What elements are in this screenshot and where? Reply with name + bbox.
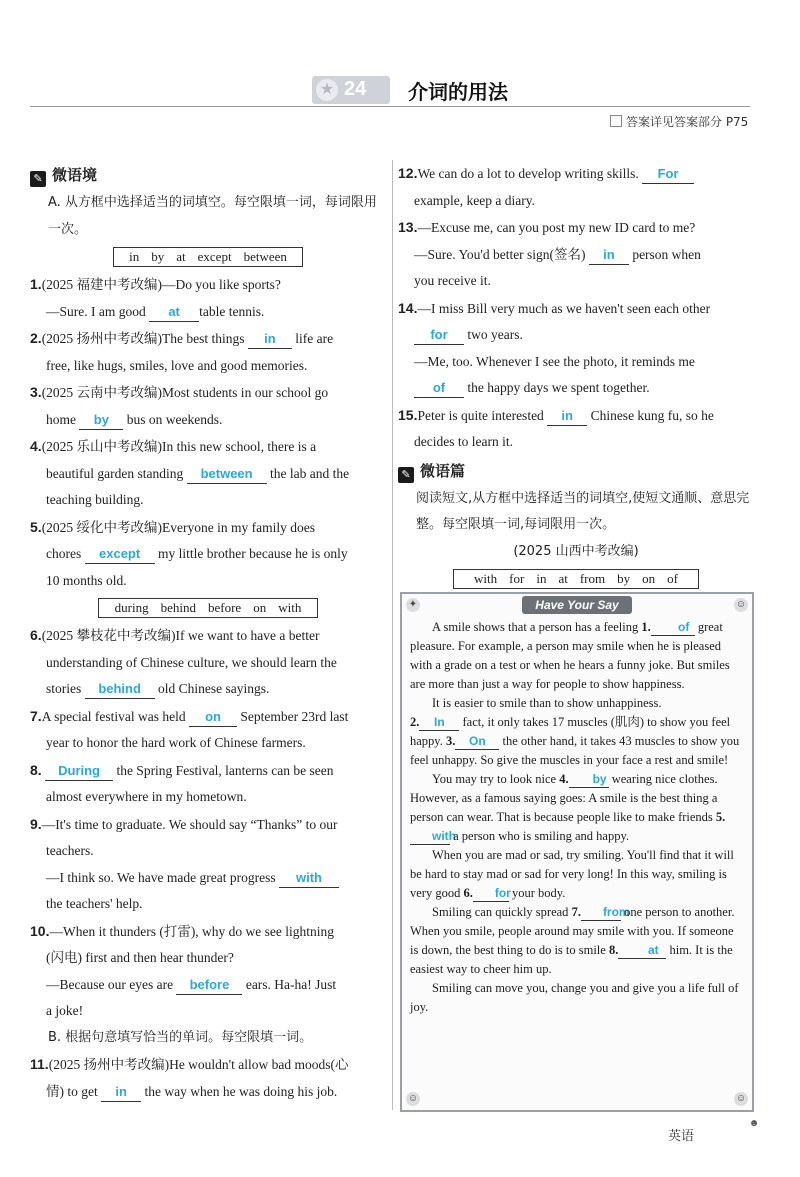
question-1: 1.(2025 福建中考改编)—Do you like sports? —Sure. I am good at table tennis.	[30, 271, 386, 325]
checkbox-icon	[610, 115, 622, 127]
answer-blank[interactable]: in	[101, 1083, 141, 1102]
right-column	[398, 160, 754, 593]
question-5: 5.(2025 绥化中考改编)Everyone in my family does chores except my little brother because he is only 10 months old.	[30, 518, 348, 588]
answer-blank[interactable]: by	[79, 411, 123, 430]
source-label: (2025 山西中考改编)	[513, 543, 639, 559]
question-3: 3.(2025 云南中考改编)Most students in our school go home by bus on weekends.	[30, 379, 386, 433]
answer-blank[interactable]: from	[581, 905, 621, 921]
question-14: 14.—I miss Bill very much as we haven't seen each other for two years. —Me, too. Whenever I see the photo, it reminds me of the happy days we spent together.	[398, 295, 754, 402]
pencil-icon: ✎	[398, 467, 414, 483]
word-box-1: in by at except between	[113, 247, 303, 267]
column-divider	[392, 160, 393, 1110]
smiley-icon: ☺	[735, 599, 747, 610]
answer-blank[interactable]: with	[279, 869, 339, 888]
reading-passage	[400, 592, 754, 1112]
smiley-icon: ☺	[735, 1093, 747, 1104]
answer-blank[interactable]: For	[642, 165, 694, 184]
word-box-2: during behind before on with	[98, 598, 318, 618]
answer-blank[interactable]: On	[455, 734, 499, 750]
star-icon: ★	[316, 79, 338, 101]
left-column	[30, 160, 386, 1105]
section-2-instruction: 阅读短文,从方框中选择适当的词填空,使短文通顺、意思完整。每空限填一词,每词限用一次。	[416, 490, 750, 532]
footer-logo-icon: ☻	[748, 1118, 760, 1129]
answer-blank[interactable]: at	[618, 943, 666, 959]
answer-blank[interactable]: behind	[85, 680, 155, 699]
question-15: 15.Peter is quite interested in Chinese kung fu, so he decides to learn it.	[398, 406, 714, 449]
question-12: 12.We can do a lot to develop writing skills. For example, keep a diary.	[398, 160, 754, 214]
answer-blank[interactable]: in	[589, 246, 629, 265]
question-10: 10.—When it thunders (打雷), why do we see lightning (闪电) first and then hear thunder? —Because our eyes are before ears. Ha-ha! Just a joke!	[30, 922, 337, 1018]
sparkle-icon: ✦	[406, 598, 420, 612]
header-rule	[30, 76, 750, 107]
question-8: 8. During the Spring Festival, lanterns can be seen almost everywhere in my hometown.	[30, 761, 334, 804]
question-2: 2.(2025 扬州中考改编)The best things in life are free, like hugs, smiles, love and good memories.	[30, 330, 334, 373]
passage-text: A smile shows that a person has a feeling 1. of great pleasure. For example, a person may smile when he is pleased with a grade on a test or when he hears a funny joke. But smiles are more than just a way for people to show happiness. It is easier to smile than to show unhappiness. 2. In fact, it only takes 17 muscles (肌肉) to show you feel happy. 3. On the other hand, it takes 43 muscles to show you feel unhappy. So give the muscles in your face a rest and smile! You may try to look nice 4. by wearing nice clothes. However, as a famous saying goes: A smile is the best thing a person can wear. That is because people like to make friends 5.with a person who is smiling and happy. When you are mad or sad, try smiling. You'll find that it will be hard to stay mad or sad for very long! In this way, smiling is very good 6. for your body. Smiling can quickly spread 7. from one person to another. When you smile, people around may smile with you. If someone is down, the best thing to do is to smile 8. at him. It is the easiest way to cheer him up. Smiling can move you, change you and give you a life full of joy.	[410, 620, 740, 1014]
answer-blank[interactable]: of	[651, 620, 695, 636]
question-7: 7.A special festival was held on September 23rd last year to honor the hard work of Chinese farmers.	[30, 707, 349, 750]
answer-blank[interactable]: at	[149, 303, 199, 322]
section-title-2: ✎ 微语篇	[398, 456, 754, 486]
footer-subject: 英语	[668, 1129, 695, 1144]
pencil-icon: ✎	[30, 171, 46, 187]
answer-reference: 答案详见答案部分 P75	[610, 113, 748, 130]
passage-banner: Have Your Say	[522, 596, 632, 614]
question-11: 11.(2025 扬州中考改编)He wouldn't allow bad moods(心 情) to get in the way when he was doing his job.	[30, 1051, 386, 1105]
answer-blank[interactable]: on	[189, 708, 237, 727]
answer-blank[interactable]: In	[419, 715, 459, 731]
answer-blank[interactable]: for	[473, 886, 509, 902]
answer-blank[interactable]: with	[410, 829, 450, 845]
question-6: 6.(2025 攀枝花中考改编)If we want to have a better understanding of Chinese culture, we should learn the stories behind old Chinese sayings.	[30, 622, 386, 703]
part-a-instruction: A. 从方框中选择适当的词填空。每空限填一词，每词限用一次。	[48, 195, 377, 237]
answer-blank[interactable]: in	[547, 407, 587, 426]
question-9: 9.—It's time to graduate. We should say “Thanks” to our teachers. —I think so. We have made great progress with the teachers' help.	[30, 815, 338, 911]
lesson-badge	[312, 76, 390, 104]
word-box-3: with for in at from by on of	[453, 569, 699, 589]
question-13: 13.—Excuse me, can you post my new ID card to me? —Sure. You'd better sign(签名) in person when you receive it.	[398, 219, 701, 288]
answer-blank[interactable]: for	[414, 326, 464, 345]
answer-blank[interactable]: before	[176, 976, 242, 995]
answer-blank[interactable]: except	[85, 545, 155, 564]
question-4: 4.(2025 乐山中考改编)In this new school, there is a beautiful garden standing between the lab and the teaching building.	[30, 438, 350, 507]
answer-blank[interactable]: between	[187, 465, 267, 484]
answer-blank[interactable]: of	[414, 379, 464, 398]
smiley-icon: ☺	[407, 1093, 419, 1104]
answer-blank[interactable]: in	[248, 330, 292, 349]
page-title: 介词的用法	[408, 80, 508, 104]
answer-blank[interactable]: During	[45, 762, 113, 781]
answer-blank[interactable]: by	[569, 772, 609, 788]
section-title-1: ✎ 微语境	[30, 160, 386, 190]
part-b-instruction: B. 根据句意填写恰当的单词。每空限填一词。	[48, 1029, 313, 1045]
lesson-number: 24	[344, 78, 367, 100]
